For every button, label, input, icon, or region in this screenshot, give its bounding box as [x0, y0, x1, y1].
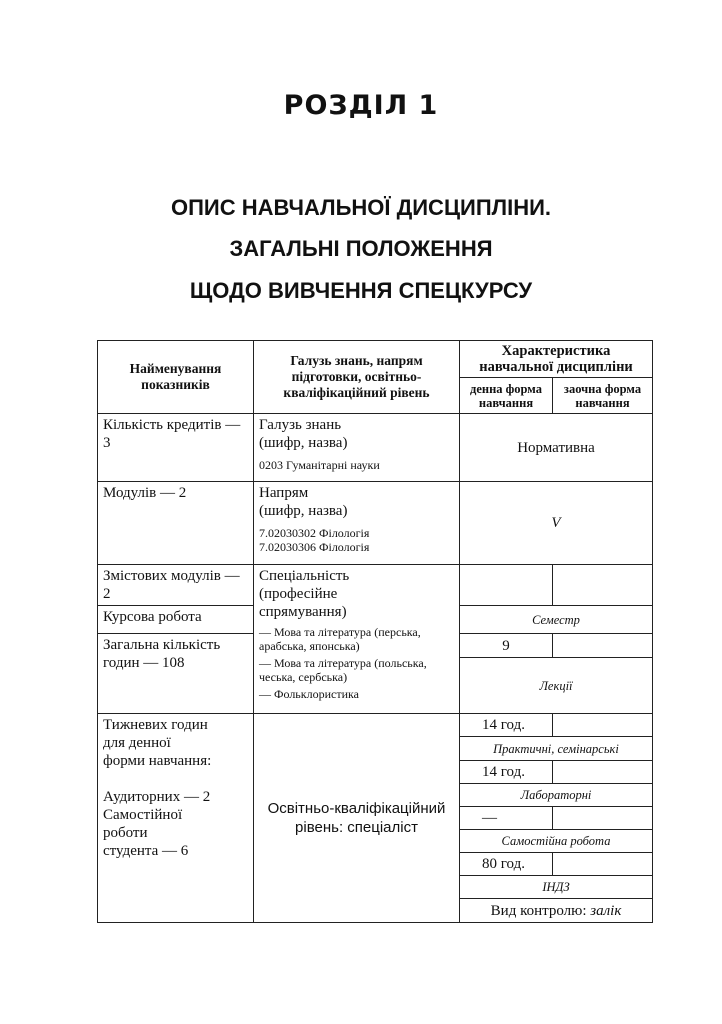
control-value: залік [590, 902, 622, 919]
specialty-cell [254, 565, 460, 714]
lectures-label: Лекції [460, 658, 653, 714]
heading-line-1: ОПИС НАВЧАЛЬНОЇ ДИСЦИПЛІНИ. [170, 195, 552, 220]
qualification-level-cell: Освітньо-кваліфікаційний рівень: спеціаліст [254, 714, 460, 923]
self-work-label: Самостійна робота [460, 830, 653, 853]
weekly-hours-cell [98, 714, 254, 923]
control-label: Вид контролю: [490, 902, 587, 919]
self-work-line-2: роботи [103, 825, 148, 841]
auditory-hours: Аудиторних — 2 [103, 789, 211, 805]
indz-label: ІНДЗ [460, 876, 653, 899]
weekly-line-2: для денної [103, 735, 171, 751]
practical-day-value: 14 год. [460, 761, 553, 784]
field-value: 0203 Гуманітарні науки [259, 458, 380, 472]
empty-distance-cell [553, 565, 653, 606]
direction-value-1: 7.02030302 Філологія [259, 526, 370, 540]
modules-cell: Модулів — 2 [98, 482, 254, 565]
specialty-label: Спеціальність [259, 568, 350, 584]
semester-day-value: 9 [460, 634, 553, 658]
self-work-day-value: 80 год. [460, 853, 553, 876]
empty-day-cell [460, 565, 553, 606]
header-indicators: Найменування показників [98, 341, 254, 414]
direction-value-2: 7.02030306 Філологія [259, 540, 370, 554]
practical-distance-value [553, 761, 653, 784]
control-type-cell [460, 899, 653, 923]
self-work-line-3: студента — 6 [103, 843, 189, 859]
field-label: Галузь знань [259, 417, 342, 433]
field-code-label: (шифр, назва) [259, 435, 348, 451]
semester-distance-value [553, 634, 653, 658]
semester-label: Семестр [460, 606, 653, 634]
direction-label: Напрям [259, 485, 309, 501]
header-field-of-knowledge: Галузь знань, напрям підготовки, освітньо-кваліфікаційний рівень [254, 341, 460, 414]
lectures-day-value: 14 год. [460, 714, 553, 737]
year-cell: V [460, 482, 653, 565]
header-day-form: денна форма навчання [460, 378, 553, 414]
specialty-item-1: — Мова та література (перська, арабська, японська) [259, 625, 421, 653]
discipline-description-table [97, 340, 653, 923]
self-work-distance-value [553, 853, 653, 876]
weekly-line-3: форми навчання: [103, 753, 212, 769]
specialty-item-3: — Фольклористика [259, 687, 359, 701]
normative-cell: Нормативна [460, 414, 653, 482]
header-characteristics: Характеристика навчальної дисципліни [460, 341, 653, 378]
specialty-item-2: — Мова та література (польська, чеська, сербська) [259, 656, 427, 684]
weekly-line-1: Тижневих годин [103, 717, 208, 733]
header-distance-form: заочна форма навчання [553, 378, 653, 414]
total-hours-cell: Загальна кількість годин — 108 [98, 634, 254, 714]
direction-cell [254, 482, 460, 565]
content-modules-cell: Змістових модулів — 2 [98, 565, 254, 606]
lectures-distance-value [553, 714, 653, 737]
course-work-cell: Курсова робота [98, 606, 254, 634]
heading-line-2: ЗАГАЛЬНІ ПОЛОЖЕННЯ [229, 236, 493, 261]
credits-cell: Кількість кредитів — 3 [98, 414, 254, 482]
lab-label: Лабораторні [460, 784, 653, 807]
lab-distance-value [553, 807, 653, 830]
field-of-knowledge-cell [254, 414, 460, 482]
self-work-line-1: Самостійної [103, 807, 183, 823]
specialty-label-2: (професійне [259, 586, 338, 602]
direction-code-label: (шифр, назва) [259, 503, 348, 519]
section-title: РОЗДІЛ 1 [283, 90, 439, 121]
lab-day-value: — [460, 807, 553, 830]
heading-line-3: ЩОДО ВИВЧЕННЯ СПЕЦКУРСУ [189, 278, 533, 303]
specialty-label-3: спрямування) [259, 604, 347, 620]
practical-label: Практичні, семінарські [460, 737, 653, 761]
